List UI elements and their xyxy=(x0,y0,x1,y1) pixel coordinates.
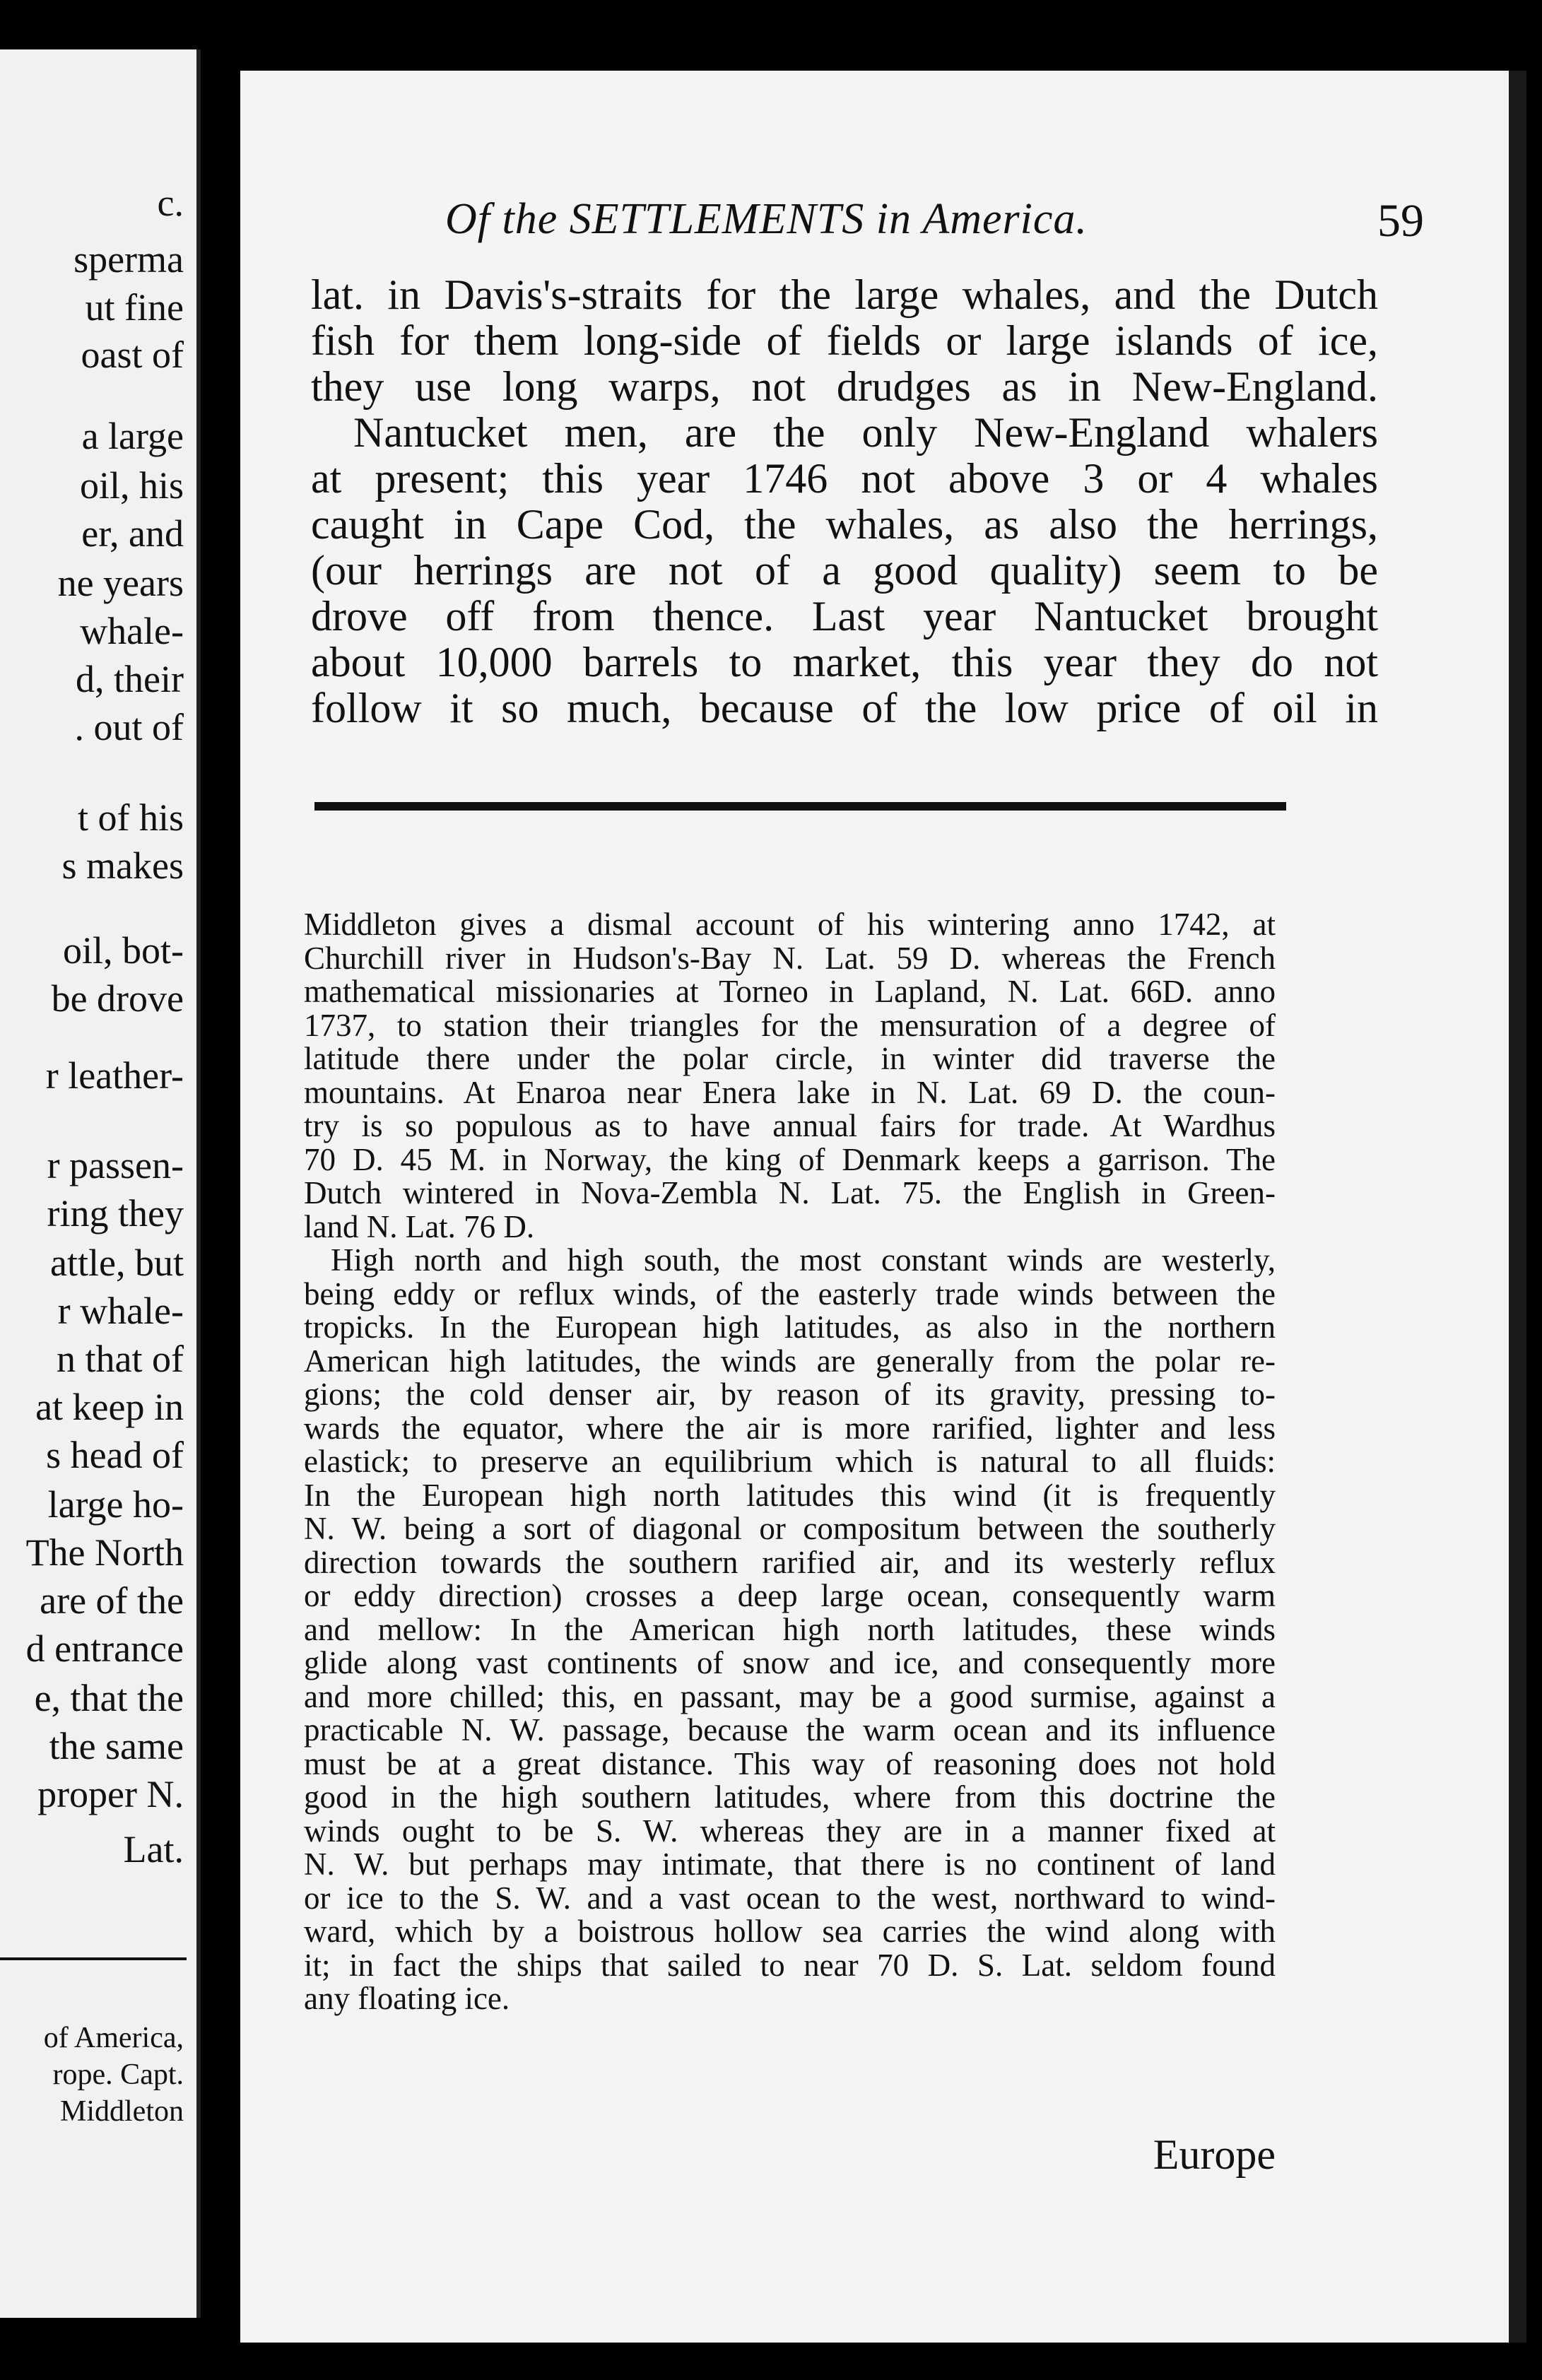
facing-page-line: . out of xyxy=(74,706,184,748)
footnote-line: try is so populous as to have annual fairs for trade. At Wardhus xyxy=(304,1108,1276,1143)
footnote-line: Churchill river in Hudson's-Bay N. Lat. 59 D. whereas the French xyxy=(304,940,1276,976)
footnote-line: mountains. At Enaroa near Enera lake in N. Lat. 69 D. the coun- xyxy=(304,1074,1276,1110)
facing-page-line: sperma xyxy=(73,238,184,281)
footnote-line: and more chilled; this, en passant, may be a good surmise, against a xyxy=(304,1678,1276,1714)
page-number: 59 xyxy=(1377,195,1424,247)
footnote-line: High north and high south, the most constant winds are westerly, xyxy=(331,1242,1276,1278)
footnote-line: or eddy direction) crosses a deep large ocean, consequently warm xyxy=(304,1578,1276,1613)
facing-page-footnote-line: Middleton xyxy=(60,2095,184,2128)
facing-page-line: d entrance xyxy=(25,1627,184,1670)
facing-page-line: the same xyxy=(49,1725,184,1767)
facing-page-line: r whale- xyxy=(57,1290,184,1332)
facing-page-line: n that of xyxy=(57,1338,184,1380)
footnote-line: gions; the cold denser air, by reason of its gravity, pressing to- xyxy=(304,1377,1276,1412)
footnote-line: 70 D. 45 M. in Norway, the king of Denmark keeps a garrison. The xyxy=(304,1141,1276,1177)
facing-page-line: at keep in xyxy=(35,1386,184,1428)
footnote-line: N. W. but perhaps may intimate, that there is no continent of land xyxy=(304,1846,1276,1882)
main-text-line: at present; this year 1746 not above 3 or 4 whales xyxy=(311,455,1378,502)
running-title: Of the SETTLEMENTS in America. xyxy=(445,195,1088,243)
main-text-line: Nantucket men, are the only New-England whalers xyxy=(353,409,1378,456)
footnote-line: ward, which by a boistrous hollow sea carries the wind along with xyxy=(304,1914,1276,1949)
facing-page-line: c. xyxy=(157,182,184,224)
footnote-line: must be at a great distance. This way of reasoning does not hold xyxy=(304,1745,1276,1781)
page-edge-shadow xyxy=(1509,71,1526,2343)
footnote-line: any floating ice. xyxy=(304,1981,510,2016)
main-text-line: fish for them long-side of fields or large islands of ice, xyxy=(311,317,1378,364)
facing-page-line: a large xyxy=(81,415,184,457)
facing-page-line: oil, bot- xyxy=(63,929,184,972)
facing-page-line: s head of xyxy=(46,1434,184,1476)
facing-page-rule xyxy=(0,1957,187,1960)
footnote-line: American high latitudes, the winds are generally from the polar re- xyxy=(304,1343,1276,1379)
facing-page-line: The North xyxy=(25,1531,184,1574)
footnote-rule xyxy=(314,802,1286,811)
facing-page-line: Lat. xyxy=(123,1828,184,1871)
footnote-line: direction towards the southern rarified air, and its westerly reflux xyxy=(304,1544,1276,1580)
footnote-line: tropicks. In the European high latitudes, as also in the northern xyxy=(304,1309,1276,1345)
facing-page-line: e, that the xyxy=(34,1677,184,1719)
footnote-line: Middleton gives a dismal account of his wintering anno 1742, at xyxy=(304,907,1276,942)
footnote-line: 1737, to station their triangles for the mensuration of a degree of xyxy=(304,1007,1276,1043)
main-text-line: about 10,000 barrels to market, this year they do not xyxy=(311,639,1378,685)
facing-page-line: ut fine xyxy=(85,286,184,329)
facing-page-line: large ho- xyxy=(47,1483,184,1526)
book-page xyxy=(240,71,1509,2343)
main-text-line: lat. in Davis's-straits for the large whales, and the Dutch xyxy=(311,271,1378,318)
main-text xyxy=(311,272,1378,731)
facing-page-line: d, their xyxy=(76,658,184,700)
facing-page-line: whale- xyxy=(80,610,184,652)
footnote-line: or ice to the S. W. and a vast ocean to the west, northward to wind- xyxy=(304,1880,1276,1916)
facing-page-line: r passen- xyxy=(47,1144,184,1186)
facing-page-line: oast of xyxy=(81,334,184,376)
footnote-line: N. W. being a sort of diagonal or compositum between the southerly xyxy=(304,1511,1276,1546)
main-text-line: follow it so much, because of the low price of oil in xyxy=(311,685,1378,731)
facing-page-line: ne years xyxy=(57,562,184,604)
footnote-line: wards the equator, where the air is more rarified, lighter and less xyxy=(304,1410,1276,1446)
facing-page-line: r leather- xyxy=(45,1054,184,1097)
footnote-line: elastick; to preserve an equilibrium which is natural to all fluids: xyxy=(304,1444,1276,1479)
facing-page-line: er, and xyxy=(81,512,184,555)
footnote-line: good in the high southern latitudes, where from this doctrine the xyxy=(304,1779,1276,1815)
footnote-line: winds ought to be S. W. whereas they are in a manner fixed at xyxy=(304,1813,1276,1849)
footnote-line: practicable N. W. passage, because the warm ocean and its influence xyxy=(304,1712,1276,1748)
facing-page-footnote-line: rope. Capt. xyxy=(52,2058,184,2091)
facing-page-line: be drove xyxy=(51,977,184,1020)
facing-page-line: proper N. xyxy=(37,1773,184,1815)
facing-page-line: ring they xyxy=(47,1192,184,1235)
facing-page-line: attle, but xyxy=(50,1242,184,1284)
main-text-line: they use long warps, not drudges as in New-England. xyxy=(311,363,1378,410)
footnote-text xyxy=(304,908,1276,2016)
main-text-line: (our herrings are not of a good quality) seem to be xyxy=(311,547,1378,594)
footnote-line: land N. Lat. 76 D. xyxy=(304,1208,535,1244)
footnote-line: In the European high north latitudes this wind (it is frequently xyxy=(304,1477,1276,1513)
facing-page-line: s makes xyxy=(61,844,184,887)
footnote-line: and mellow: In the American high north latitudes, these winds xyxy=(304,1611,1276,1647)
facing-page-line: t of his xyxy=(77,796,184,839)
catchword: Europe xyxy=(1153,2131,1276,2178)
facing-page-line: oil, his xyxy=(79,464,184,507)
footnote-line: mathematical missionaries at Torneo in Lapland, N. Lat. 66D. anno xyxy=(304,974,1276,1009)
footnote-line: latitude there under the polar circle, in winter did traverse the xyxy=(304,1041,1276,1076)
main-text-line: caught in Cape Cod, the whales, as also the herrings, xyxy=(311,501,1378,548)
main-text-line: drove off from thence. Last year Nantucket brought xyxy=(311,593,1378,640)
facing-page-line: are of the xyxy=(40,1579,184,1622)
footnote-line: glide along vast continents of snow and ice, and consequently more xyxy=(304,1645,1276,1680)
running-head xyxy=(445,194,1452,251)
footnote-line: Dutch wintered in Nova-Zembla N. Lat. 75. the English in Green- xyxy=(304,1175,1276,1210)
facing-page-fragment xyxy=(0,49,201,2318)
footnote-line: being eddy or reflux winds, of the easterly trade winds between the xyxy=(304,1276,1276,1312)
facing-page-footnote-line: of America, xyxy=(43,2022,184,2054)
footnote-line: it; in fact the ships that sailed to near 70 D. S. Lat. seldom found xyxy=(304,1947,1276,1983)
